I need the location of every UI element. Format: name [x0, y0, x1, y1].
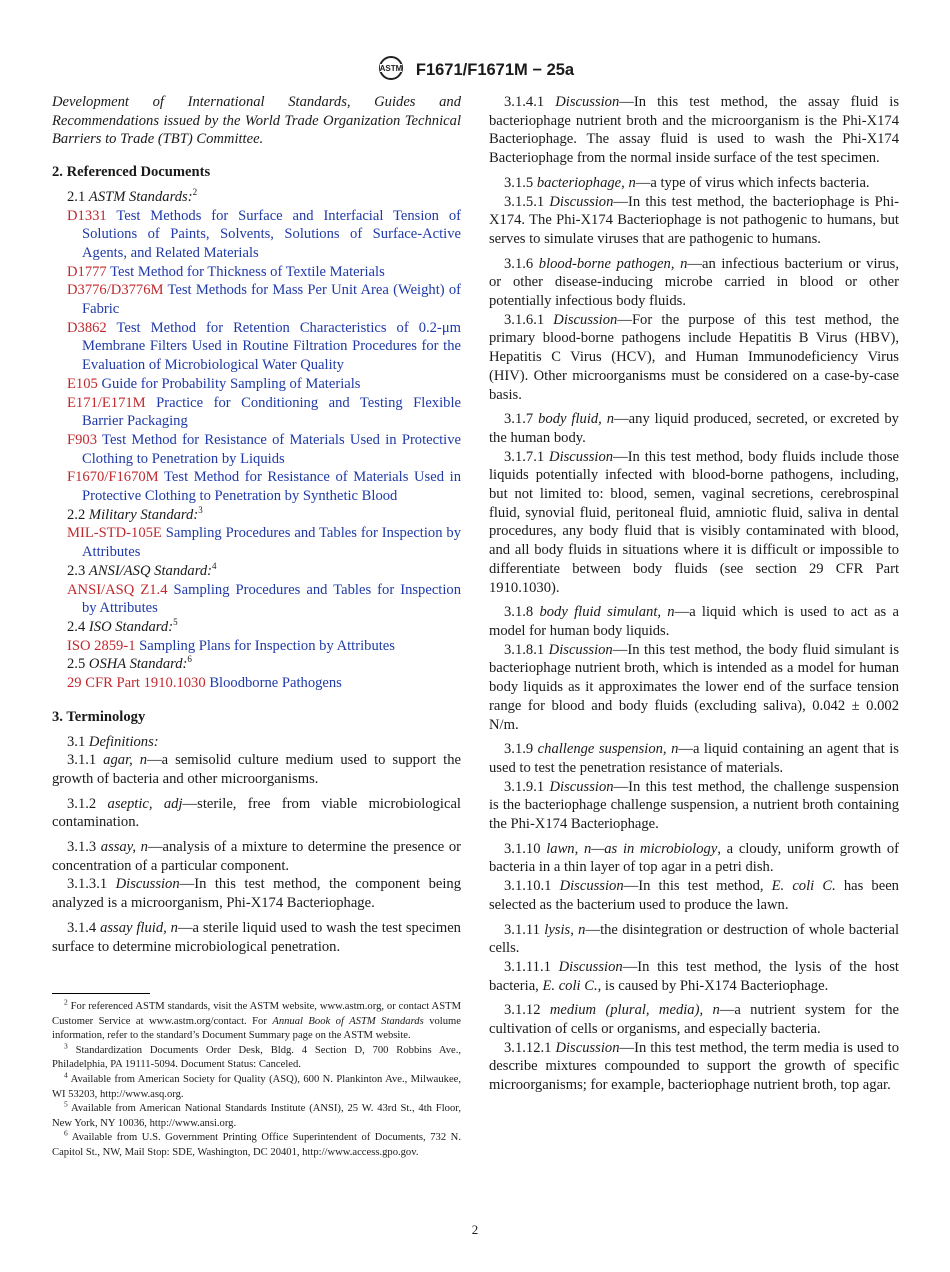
reference-code[interactable]: E105 [67, 375, 98, 392]
footnote-2: $^2$ For referenced ASTM standards, visit the ASTM website, www.astm.org, or contact ASTM Customer Service at www.astm.org/contact. For Annual Book of ASTM Standards volume information, refer to the standard’s Document Summary page on the ASTM website. [52, 997, 461, 1042]
reference-title[interactable]: Test Method for Retention Characteristics of 0.2-μm Membrane Filters Used in Routine Filtration Procedures for the Evaluation of Microbiological Water Quality [82, 319, 462, 374]
term-3-1-6: 3.1.6 blood-borne pathogen, n—an infectious bacterium or virus, or other disease-inducing microbe carried in blood or other potentially infectious body fluids. [489, 255, 899, 310]
term-3-1-9: 3.1.9 challenge suspension, n—a liquid containing an agent that is used to test the penetration resistance of materials. [489, 741, 899, 776]
reference-item[interactable] [52, 263, 461, 282]
term-3-1-7: 3.1.7 body fluid, n—any liquid produced, secreted, or excreted by the human body. [489, 411, 899, 446]
iso-standard-label: 2.4 ISO Standard:$^5$ [67, 617, 178, 635]
page-header [0, 55, 950, 86]
term-3-1-4-1: 3.1.4.1 Discussion—In this test method, the assay fluid is bacteriophage nutrient broth and the microorganism is the Phi-X174 Bacteriophage. The assay fluid is used to wash the Phi-X174 Bacteriophage from the normal inside surface of the test specimen. [489, 94, 899, 167]
left-column [52, 93, 461, 956]
reference-item[interactable]: ANSI/ASQ Z1.4 Sampling Procedures and Tables for Inspection by Attributes [67, 581, 461, 617]
term-3-1-2: 3.1.2 aseptic, adj—sterile, free from viable microbiological contamination. [52, 795, 461, 831]
term-3-1-11-1: 3.1.11.1 Discussion—In this test method, the lysis of the host bacteria, E. coli C., is caused by Phi-X174 Bacteriophage. [489, 958, 899, 994]
reference-code[interactable]: D3862 [67, 319, 107, 336]
reference-item[interactable] [52, 394, 461, 431]
right-column [489, 93, 899, 1095]
section-2-heading: 2. Referenced Documents [52, 164, 211, 181]
term-3-1-3-1: 3.1.3.1 Discussion—In this test method, the component being analyzed is a microorganism, Phi-X174 Bacteriophage. [52, 876, 461, 912]
reference-item[interactable] [52, 431, 461, 468]
reference-item[interactable]: MIL-STD-105E Sampling Procedures and Tables for Inspection by Attributes [67, 525, 462, 561]
term-3-1-10-1: 3.1.10.1 Discussion—In this test method, E. coli C. has been selected as the bacterium used to produce the lawn. [489, 878, 899, 913]
term-3-1-1: 3.1.1 agar, n—a semisolid culture medium used to support the growth of bacteria and other microorganisms. [52, 752, 461, 787]
logo-text: ASTM [379, 64, 403, 73]
reference-title[interactable]: Guide for Probability Sampling of Materials [101, 375, 361, 392]
term-3-1-5-1: 3.1.5.1 Discussion—In this test method, the bacteriophage is Phi-X174. The Phi-X174 Bacteriophage is not pathogenic to humans, but serves to simulate viruses that are pathogenic to humans. [489, 193, 900, 247]
reference-code[interactable]: F903 [67, 431, 98, 448]
reference-title[interactable]: Test Method for Resistance of Materials Used in Protective Clothing to Penetration by Synthetic Blood [82, 469, 461, 505]
footnotes [52, 997, 461, 1161]
reference-title[interactable]: Test Methods for Mass Per Unit Area (Weight) of Fabric [82, 282, 462, 318]
reference-item[interactable]: 29 CFR Part 1910.1030 Bloodborne Pathogens [67, 675, 342, 692]
term-3-1-6-1: 3.1.6.1 Discussion—For the purpose of this test method, the primary blood-borne pathogens include Hepatitis B Virus (HBV), Hepatitis C Virus (HCV), and Human Immunodeficiency Virus (HIV). Other microorganisms must be considered on a case-by-case basis. [489, 311, 899, 403]
term-3-1-3: 3.1.3 assay, n—analysis of a mixture to determine the presence or concentration of a particular component. [52, 839, 461, 874]
term-3-1-10: 3.1.10 lawn, n—as in microbiology, a cloudy, uniform growth of bacteria in a thin layer of top agar in a petri dish. [489, 840, 899, 876]
reference-code[interactable]: D3776/D3776M [67, 282, 164, 299]
reference-item[interactable] [52, 207, 461, 263]
military-standard-label: 2.2 Military Standard:$^3$ [67, 504, 203, 523]
section-3-heading: 3. Terminology [52, 708, 146, 725]
reference-title[interactable]: Test Method for Thickness of Textile Materials [110, 263, 385, 280]
reference-item[interactable]: ISO 2859-1 Sampling Plans for Inspection by Attributes [67, 637, 395, 654]
term-3-1-8: 3.1.8 body fluid simulant, n—a liquid which is used to act as a model for human body liquids. [489, 604, 899, 639]
term-3-1-7-1: 3.1.7.1 Discussion—In this test method, body fluids include those liquids potentially infected with blood-borne pathogens, including, but not limited to: blood, semen, vaginal secretions, cerebrospinal fluid, synovial fluid, peritoneal fluid, amniotic fluid, saliva in dental procedures, any body fluid that is visibly contaminated with blood, and all body fluids in situations where it is difficult or impossible to differentiate between body fluids (see section 29 CFR Part 1910.1030). [489, 448, 899, 596]
term-3-1-5: 3.1.5 bacteriophage, n—a type of virus which infects bacteria. [504, 174, 870, 191]
reference-title[interactable]: Practice for Conditioning and Testing Flexible Barrier Packaging [82, 394, 461, 430]
reference-code[interactable]: F1670/F1670M [67, 469, 159, 486]
ansi-standard-label: 2.3 ANSI/ASQ Standard:$^4$ [67, 561, 217, 579]
footnote-divider [52, 993, 150, 994]
page-number: 2 [471, 1222, 479, 1237]
reference-item[interactable] [52, 468, 461, 505]
definitions-label: 3.1 Definitions: [67, 733, 159, 750]
reference-code[interactable]: D1331 [67, 207, 107, 224]
astm-reference-list [52, 207, 461, 506]
osha-standard-label: 2.5 OSHA Standard:$^6$ [67, 654, 192, 673]
term-3-1-11: 3.1.11 lysis, n—the disintegration or destruction of whole bacterial cells. [489, 921, 900, 957]
footnote-5: $^5$ Available from American National Standards Institute (ANSI), 25 W. 43rd St., 4th Floor, New York, NY 10036, http://www.ansi.org. [52, 1099, 461, 1129]
term-3-1-9-1: 3.1.9.1 Discussion—In this test method, the challenge suspension is the bacteriophage challenge suspension, a nutrient broth containing the Phi-X174 Bacteriophage. [489, 778, 899, 833]
footnote-4: $^4$ Available from American Society for Quality (ASQ), 600 N. Plankinton Ave., Milwaukee, WI 53203, http://www.asq.org. [52, 1070, 461, 1100]
term-3-1-12: 3.1.12 medium (plural, media), n—a nutrient system for the cultivation of cells or organisms, and especially bacteria. [489, 1002, 899, 1038]
reference-title[interactable]: Test Methods for Surface and Interfacial Tension of Solutions of Paints, Solvents, Solutions of Surface-Active Agents, and Related Materials [82, 207, 461, 261]
reference-item[interactable] [52, 281, 461, 318]
intro-paragraph: Development of International Standards, Guides and Recommendations issued by the World Trade Organization Technical Barriers to Trade (TBT) Committee. [52, 94, 461, 148]
astm-logo-icon [376, 55, 406, 86]
reference-code[interactable]: D1777 [67, 263, 107, 280]
document-designation: F1671/F1671M − 25a [415, 61, 575, 79]
reference-item[interactable] [52, 319, 461, 375]
reference-title[interactable]: Test Method for Resistance of Materials Used in Protective Clothing to Penetration by Liquids [82, 431, 461, 467]
term-3-1-12-1: 3.1.12.1 Discussion—In this test method, the term media is used to describe mixtures compounded to support the growth of specific microorganisms; for example, bacteriophage nutrient broth, top agar. [489, 1039, 899, 1094]
reference-item[interactable] [52, 375, 461, 394]
footnote-6: $^6$ Available from U.S. Government Printing Office Superintendent of Documents, 732 N. Capitol St., NW, Mail Stop: SDE, Washington, DC 20401, http://www.access.gpo.gov. [52, 1128, 461, 1158]
term-3-1-8-1: 3.1.8.1 Discussion—In this test method, the body fluid simulant is bacteriophage nutrient broth, which is intended as a model for human body liquids as it approximates the lower end of the surface tension range for blood and body fluids (excluding saliva), 0.042 ± 0.002 N/m. [489, 641, 899, 733]
reference-code[interactable]: E171/E171M [67, 394, 146, 411]
term-3-1-4: 3.1.4 assay fluid, n—a sterile liquid used to wash the test specimen surface to determine microbiological penetration. [52, 919, 461, 955]
footnote-3: $^3$ Standardization Documents Order Desk, Bldg. 4 Section D, 700 Robbins Ave., Philadelphia, PA 19111-5094. Document Status: Canceled. [52, 1041, 461, 1071]
astm-standards-label: 2.1 ASTM Standards:$^2$ [67, 186, 198, 205]
